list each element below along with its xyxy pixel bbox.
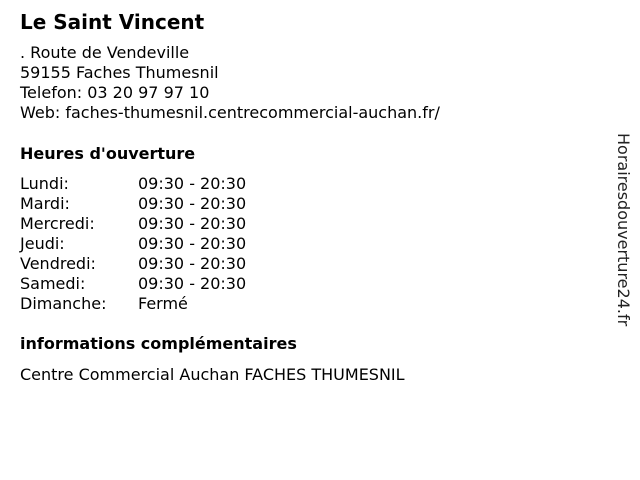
hours-row-friday: [20, 254, 246, 274]
address-block: [20, 43, 440, 123]
hours-row-wednesday: [20, 214, 246, 234]
opening-hours-heading: Heures d'ouverture: [20, 144, 196, 163]
additional-info-text: Centre Commercial Auchan FACHES THUMESNIL: [20, 365, 405, 384]
hours-time: 09:30 - 20:30: [138, 234, 247, 253]
address-city: 59155 Faches Thumesnil: [20, 63, 219, 82]
opening-hours-table: [20, 174, 246, 314]
hours-day: Vendredi:: [20, 254, 96, 273]
hours-day: Lundi:: [20, 174, 69, 193]
hours-row-thursday: [20, 234, 246, 254]
hours-row-tuesday: [20, 194, 246, 214]
hours-day: Dimanche:: [20, 294, 107, 313]
address-street: . Route de Vendeville: [20, 43, 190, 62]
hours-day: Samedi:: [20, 274, 86, 293]
hours-day: Mercredi:: [20, 214, 95, 233]
hours-row-saturday: [20, 274, 246, 294]
site-watermark: [611, 133, 635, 347]
hours-time: 09:30 - 20:30: [138, 254, 247, 273]
business-name: Le Saint Vincent: [20, 10, 205, 34]
hours-day: Jeudi:: [20, 234, 65, 253]
hours-row-monday: [20, 174, 246, 194]
hours-day: Mardi:: [20, 194, 70, 213]
hours-time: Fermé: [138, 294, 188, 313]
website-link[interactable]: Web: faches-thumesnil.centrecommercial-auchan.fr/: [20, 103, 440, 122]
hours-time: 09:30 - 20:30: [138, 174, 247, 193]
hours-time: 09:30 - 20:30: [138, 194, 247, 213]
phone-number: Telefon: 03 20 97 97 10: [20, 83, 210, 102]
hours-row-sunday: [20, 294, 246, 314]
watermark-text: Horairesdouverture24.fr: [614, 133, 633, 327]
hours-time: 09:30 - 20:30: [138, 214, 247, 233]
additional-info-heading: informations complémentaires: [20, 334, 297, 353]
hours-time: 09:30 - 20:30: [138, 274, 247, 293]
